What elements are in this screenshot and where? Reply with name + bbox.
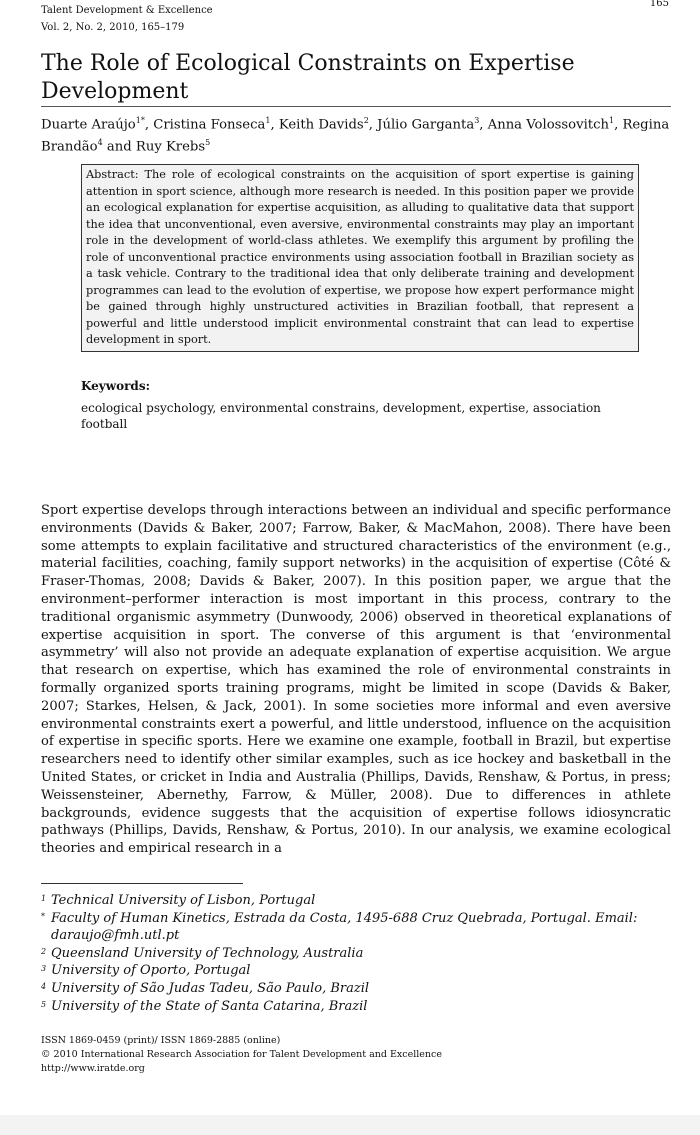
author-separator: ,	[614, 117, 623, 133]
author-affiliation-mark: 5	[205, 138, 211, 148]
author-name: Cristina Fonseca	[153, 117, 266, 133]
footnote-item	[41, 945, 661, 963]
author-affiliation-mark: 2	[363, 116, 369, 125]
footnote-text: Faculty of Human Kinetics, Estrada da Costa, 1495-688 Cruz Quebrada, Portugal. Email: daraujo@fmh.utl.pt	[51, 910, 638, 944]
volume-info: Vol. 2, No. 2, 2010, 165–179	[41, 22, 185, 33]
journal-header	[41, 2, 213, 36]
author-separator: ,	[368, 117, 378, 133]
author-name: Ruy Krebs	[135, 139, 206, 155]
author-name: Duarte Araújo	[41, 117, 136, 133]
paper-title: The Role of Ecological Constraints on Expertise Development	[41, 51, 575, 104]
footnote-mark: 4	[41, 981, 47, 991]
footnote-mark: 5	[41, 999, 47, 1009]
journal-url[interactable]: http://www.iratde.org	[41, 1063, 145, 1074]
footnote-text: Queensland University of Technology, Australia	[51, 945, 364, 961]
footnote-item	[41, 962, 661, 980]
author-name: Anna Volossovitch	[487, 117, 609, 133]
author-name: Júlio Garganta	[377, 117, 475, 133]
footnote-text: University of the State of Santa Catarina, Brazil	[51, 998, 368, 1014]
footnote-item	[41, 910, 661, 945]
keywords-text: ecological psychology, environmental constrains, development, expertise, association football	[81, 401, 601, 431]
footnote-text: University of São Judas Tadeu, São Paulo, Brazil	[51, 980, 370, 996]
abstract: Abstract: The role of ecological constraints on the acquisition of sport expertise is gaining attention in sport science, although more research is needed. In this position paper we provide an ecological explanation for expertise acquisition, as alluding to qualitative data that support the idea that unconventional, even aversive, environmental constraints may play an important role in the development of world-class athletes. We exemplify this argument by profiling the role of unconventional practice environments using association football in Brazilian society as a task vehicle. Contrary to the traditional idea that only deliberate training and development programmes can lead to the evolution of expertise, we propose how expert performance might be gained through highly unstructured activities in Brazilian football, that represent a powerful and little understood implicit environmental constraint that can lead to expertise development in sport.	[81, 164, 639, 352]
footnote-text: University of Oporto, Portugal	[51, 963, 251, 979]
page-number: 165	[649, 0, 669, 9]
issn-line: ISSN 1869-0459 (print)/ ISSN 1869-2885 (online)	[41, 1035, 281, 1046]
footnote-mark: 3	[41, 964, 47, 974]
author-separator: ,	[270, 117, 279, 133]
author-affiliation-mark: 1	[265, 116, 271, 125]
issn-block	[41, 1034, 442, 1076]
author-name: Regina Brandão	[41, 117, 670, 155]
footnote-item	[41, 998, 661, 1016]
copyright-line: © 2010 International Research Association for Talent Development and Excellence	[41, 1049, 442, 1060]
footnote-text: Technical University of Lisbon, Portugal	[51, 893, 316, 908]
footnote-item	[41, 980, 661, 998]
author-list	[41, 112, 671, 157]
author-separator: ,	[479, 117, 488, 133]
author-name: Keith Davids	[278, 117, 364, 133]
author-separator: and	[102, 139, 136, 155]
author-affiliation-mark: 1	[608, 116, 615, 125]
author-affiliation-mark: 3	[474, 116, 480, 125]
footnote-mark: *	[41, 911, 45, 921]
title-divider	[41, 106, 671, 107]
author-affiliation-mark: 1*	[135, 116, 145, 125]
keywords-label: Keywords:	[81, 379, 151, 393]
author-affiliation-mark: 4	[97, 138, 103, 148]
body-paragraph: Sport expertise develops through interactions between an individual and specific performance environments (Davids & Baker, 2007; Farrow, Baker, & MacMahon, 2008). There have been some attempts to explain facilitative and structured characteristics of the environment (e.g., material facilities, coaching, family support networks) in the acquisition of expertise (Côté & Fraser-Thomas, 2008; Davids & Baker, 2007). In this position paper, we argue that the environment–performer interaction is most important in this process, contrary to the traditional organismic asymmetry (Dunwoody, 2006) observed in theoretical explanations of expertise acquisition in sport. The converse of this argument is that ‘environmental asymmetry’ will also not provide an adequate explanation of expertise acquisition. We argue that research on expertise, which has examined the role of environmental constraints in formally organized sports training programs, might be limited in scope (Davids & Baker, 2007; Starkes, Helsen, & Jack, 2001). In some societies more informal and even aversive environmental constraints exert a powerful, and little understood, influence on the acquisition of expertise in specific sports. Here we examine one example, football in Brazil, but expertise researchers need to identify other similar examples, such as ice hockey and basketball in the United States, or cricket in India and Australia (Phillips, Davids, Renshaw, & Portus, in press; Weissensteiner, Abernethy, Farrow, & Müller, 2008). Due to differences in athlete backgrounds, evidence suggests that the acquisition of expertise follows idiosyncratic pathways (Phillips, Davids, Renshaw, & Portus, 2010). In our analysis, we examine ecological theories and empirical research in a	[41, 503, 671, 857]
journal-name: Talent Development & Excellence	[41, 5, 213, 16]
footnote-item	[41, 892, 661, 910]
footnote-mark: 2	[41, 946, 47, 956]
footnote-divider	[41, 883, 243, 884]
footnote-mark: 1	[41, 894, 47, 903]
footnotes	[41, 892, 661, 1015]
author-separator: ,	[144, 117, 154, 133]
